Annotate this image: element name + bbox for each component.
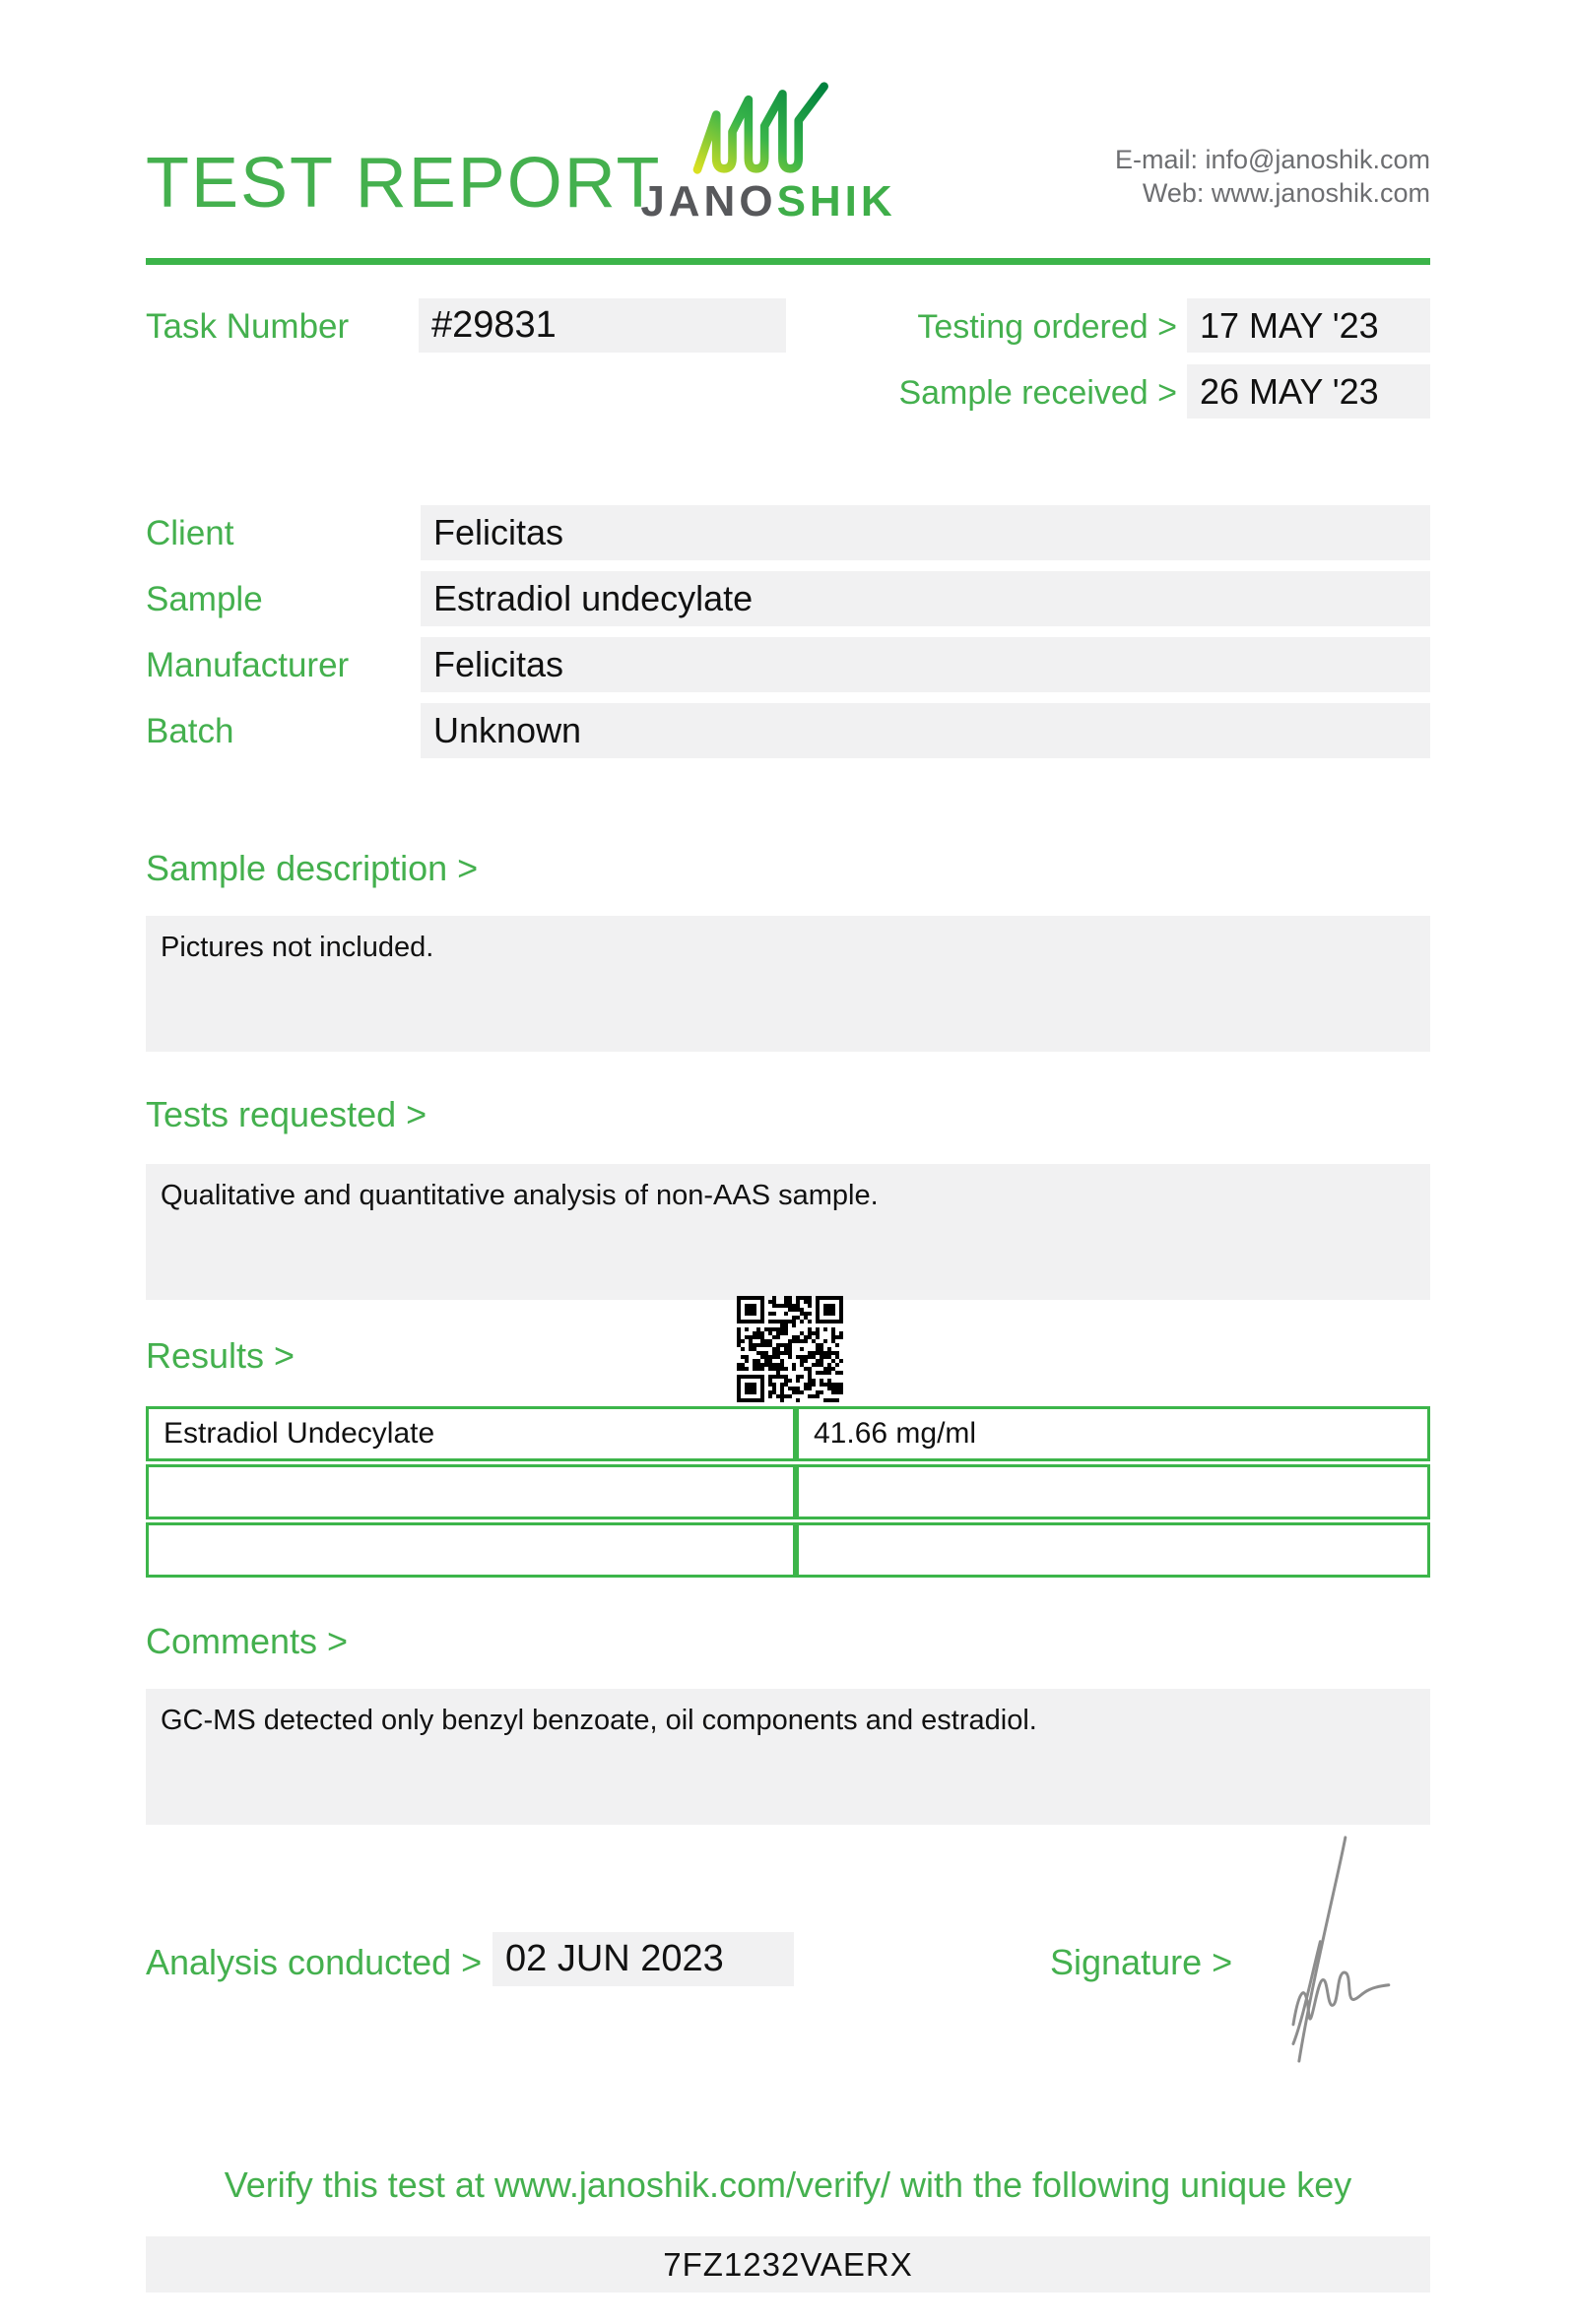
table-row: [146, 1464, 1430, 1519]
results-heading: Results >: [146, 1335, 296, 1376]
results-table: [146, 1406, 1430, 1581]
task-number-box: [419, 298, 786, 353]
manufacturer-box: [421, 637, 1430, 692]
signature-scribble: [1259, 1834, 1416, 2065]
tests-requested-box: [146, 1164, 1430, 1300]
client-label: Client: [146, 514, 234, 552]
batch-label: Batch: [146, 712, 234, 750]
testing-ordered-value: 17 MAY '23: [1200, 305, 1379, 346]
signature-label: Signature >: [1050, 1942, 1233, 1982]
verify-text: Verify this test at www.janoshik.com/verify/ with the following unique key: [224, 2164, 1352, 2205]
tests-requested-text: Qualitative and quantitative analysis of non-AAS sample.: [161, 1180, 879, 1211]
result-name-cell: Estradiol Undecylate: [146, 1406, 796, 1461]
contact-web: Web: www.janoshik.com: [1142, 178, 1430, 208]
analysis-conducted-label: Analysis conducted >: [146, 1942, 483, 1982]
result-value-cell: [796, 1522, 1430, 1578]
testing-ordered-label: Testing ordered >: [917, 308, 1177, 346]
testing-ordered-box: [1187, 298, 1430, 353]
contact-info: [1115, 143, 1430, 210]
comments-heading: Comments >: [146, 1621, 349, 1661]
sample-box: [421, 571, 1430, 626]
result-value-cell: [796, 1464, 1430, 1519]
sample-description-text: Pictures not included.: [161, 932, 434, 963]
sample-description-box: [146, 916, 1430, 1052]
janoshik-logo: [621, 81, 916, 224]
sample-description-heading: Sample description >: [146, 848, 479, 888]
batch-box: [421, 703, 1430, 758]
logo-word-shik: SHIK: [776, 177, 896, 226]
logo-word-jano: JANO: [640, 177, 777, 226]
result-name-cell: [146, 1522, 796, 1578]
analysis-date-box: [492, 1932, 794, 1986]
comments-box: [146, 1689, 1430, 1825]
batch-value: Unknown: [433, 710, 582, 750]
comments-text: GC-MS detected only benzyl benzoate, oil components and estradiol.: [161, 1705, 1037, 1736]
task-number-value: #29831: [431, 304, 557, 346]
table-row: [146, 1406, 1430, 1461]
manufacturer-label: Manufacturer: [146, 646, 350, 684]
sample-value: Estradiol undecylate: [433, 578, 754, 618]
verify-key-box: [146, 2236, 1430, 2292]
verify-key: 7FZ1232VAERX: [663, 2246, 913, 2283]
tests-requested-heading: Tests requested >: [146, 1094, 427, 1134]
task-number-label: Task Number: [146, 307, 350, 346]
result-value-cell: 41.66 mg/ml: [796, 1406, 1430, 1461]
chart-growth-icon: [685, 81, 852, 175]
client-value: Felicitas: [433, 512, 564, 552]
contact-email: E-mail: info@janoshik.com: [1114, 145, 1430, 174]
manufacturer-value: Felicitas: [433, 644, 564, 684]
sample-label: Sample: [146, 580, 263, 618]
result-name-cell: [146, 1464, 796, 1519]
sample-received-label: Sample received >: [898, 374, 1177, 412]
table-row: [146, 1522, 1430, 1578]
header-divider: [146, 258, 1430, 265]
sample-received-box: [1187, 364, 1430, 419]
qr-code: [737, 1296, 843, 1402]
page-title: TEST REPORT: [146, 144, 662, 223]
client-box: [421, 505, 1430, 560]
sample-received-value: 26 MAY '23: [1200, 371, 1379, 412]
analysis-date-value: 02 JUN 2023: [505, 1938, 724, 1979]
logo-wordmark: [621, 177, 916, 226]
